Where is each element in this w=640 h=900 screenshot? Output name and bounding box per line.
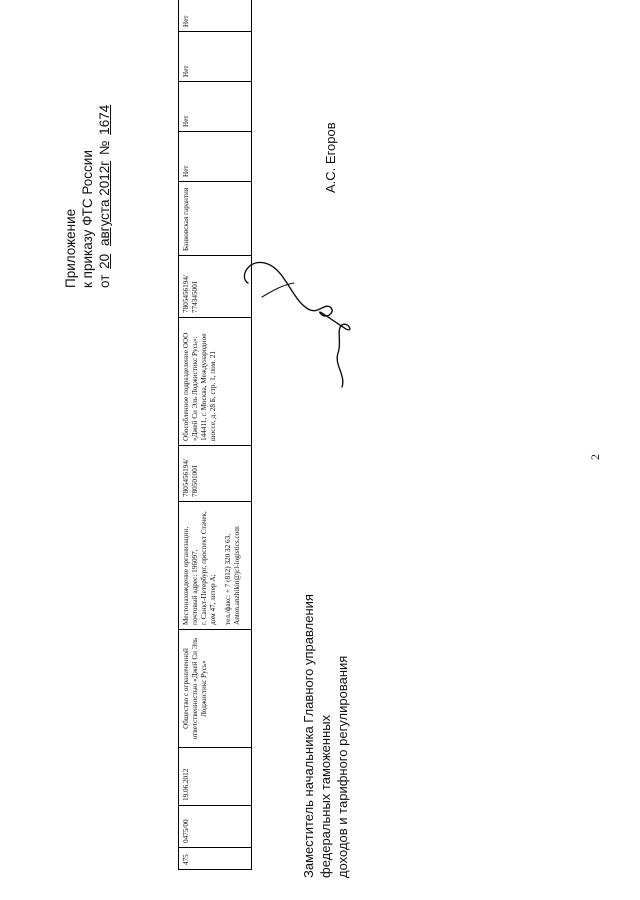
signer-title <box>300 594 351 878</box>
cell-guarantee: Банковская гарантия <box>179 182 252 256</box>
cell-reg-number: 0475/00 <box>179 806 252 848</box>
appendix-date-line <box>96 103 113 288</box>
location-line-2: г. Санкт-Петербург, проспект Стачек, дом 47, литер А; <box>200 511 217 625</box>
cell-location <box>179 502 252 630</box>
register-table <box>178 0 252 870</box>
appendix-order-ref: к приказу ФТС России <box>80 150 95 288</box>
cell-col11: Нет <box>179 32 252 82</box>
date-day: 20 <box>97 253 112 269</box>
table-row <box>179 0 252 870</box>
appendix-header <box>62 103 113 288</box>
cell-date: 19.06.2012 <box>179 748 252 806</box>
date-prefix: от <box>97 274 112 288</box>
cell-row-number: 475 <box>179 848 252 870</box>
signer-line-2: федеральных таможенных <box>318 714 333 878</box>
signer-name: А.С. Егоров <box>323 122 338 193</box>
order-number: 1674 <box>97 104 112 135</box>
cell-col12: Нет <box>179 0 252 32</box>
cell-inn-kpp: 7805456194/ 780501001 <box>179 446 252 502</box>
page-number: 2 <box>588 454 602 460</box>
location-line-4: Anton.anzhikin@jcl-logistics.com <box>233 526 241 625</box>
cell-col9: Нет <box>179 132 252 182</box>
appendix-title: Приложение <box>63 208 78 288</box>
signer-line-1: Заместитель начальника Главного управления <box>301 594 316 878</box>
cell-col10: Нет <box>179 82 252 132</box>
cell-organization: Общество с ограниченной ответственностью «Джей Си Эль Лоджистикс Русь» <box>179 630 252 748</box>
cell-sub-inn-kpp: 7805456194/ 774345001 <box>179 256 252 318</box>
handwritten-signature <box>242 245 367 395</box>
cell-subdivision: Обособленное подразделение ООО «Джей Си Эль Лоджистикс Русь»: 144411, г. Москва, Международное шоссе, д. 28 Б, стр. 1, пом. 21 <box>179 318 252 446</box>
signer-line-3: доходов и тарифного регулирования <box>335 655 350 878</box>
date-month-year: августа 2012г <box>97 160 112 247</box>
number-sign: № <box>97 140 112 156</box>
location-line-3: тел./факс: + 7 (812) 320 32 63, <box>224 533 232 625</box>
location-line-1: Местонахождение организации, почтовый адрес: 196097, <box>182 526 199 625</box>
